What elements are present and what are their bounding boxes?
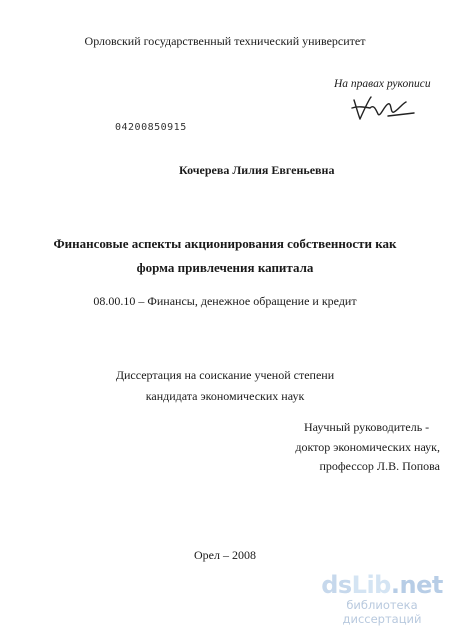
watermark-subtitle: библиотека диссертаций	[342, 598, 422, 626]
title-line-2: форма привлечения капитала	[136, 260, 314, 275]
registration-code: 04200850915	[115, 122, 187, 133]
watermark-logo	[318, 572, 446, 598]
watermark-logo-ds: ds	[321, 571, 352, 599]
watermark-logo-net: .net	[390, 571, 443, 599]
author-name: Кочерева Лилия Евгеньевна	[179, 163, 335, 177]
supervisor-line-1: Научный руководитель -	[304, 420, 430, 434]
degree-line-2: кандидата экономических наук	[145, 389, 305, 403]
supervisor-line-3: профессор Л.В. Попова	[319, 459, 440, 473]
degree-statement	[0, 365, 450, 407]
specialty-code: 08.00.10 – Финансы, денежное обращение и кредит	[93, 294, 357, 308]
handwritten-signature	[348, 92, 418, 126]
supervisor-line-2: доктор экономических наук,	[295, 439, 440, 454]
watermark-logo-lib: Lib	[351, 571, 391, 599]
university-name: Орловский государственный технический университет	[84, 34, 366, 48]
dissertation-title	[0, 232, 450, 280]
title-line-1: Финансовые аспекты акционирования собственности как	[53, 236, 397, 251]
dslib-watermark	[318, 572, 446, 626]
manuscript-note: На правах рукописи	[334, 78, 431, 90]
degree-line-1: Диссертация на соискание ученой степени	[115, 368, 335, 382]
city-year: Орел – 2008	[194, 548, 256, 562]
supervisor-block	[290, 418, 440, 477]
